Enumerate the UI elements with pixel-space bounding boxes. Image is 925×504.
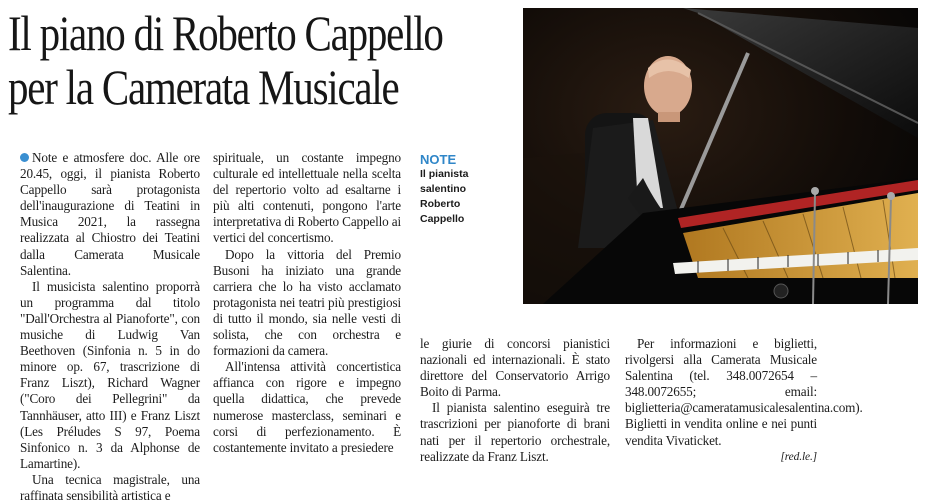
headline-line-2: per la Camerata Musicale (8, 59, 399, 115)
note-line: Cappello (420, 213, 465, 225)
paragraph (20, 150, 200, 279)
article-column-2 (213, 150, 401, 456)
pianist-photo (523, 8, 918, 304)
note-line: Roberto (420, 198, 461, 210)
paragraph: Il pianista salentino eseguirà tre trascrizioni per pianoforte di brani nati per il repertorio orchestrale, realizzate da Franz Liszt. (420, 400, 610, 464)
note-line: Il pianista (420, 168, 469, 180)
bullet-icon (20, 153, 29, 162)
paragraph: le giurie di concorsi pianistici nazionali ed internazionali. È stato direttore del Conservatorio Arrigo Boito di Parma. (420, 336, 610, 400)
photo-note (420, 152, 510, 227)
note-line: salentino (420, 183, 467, 195)
headline-line-1: Il piano di Roberto Cappello (8, 5, 443, 61)
paragraph: spirituale, un costante impegno culturale ed intellettuale nella scelta del repertorio volto ad esaltarne i più alti contenuti, pongono l'arte interpretativa di Roberto Cappello ai vertici del concertismo. (213, 150, 401, 246)
note-label: NOTE (420, 152, 457, 167)
author-signature: [red.le.] (780, 450, 817, 463)
paragraph: Dopo la vittoria del Premio Busoni ha iniziato una grande carriera che lo ha visto acclamato protagonista nei teatri più prestigiosi di tutto il mondo, sia nelle vesti di solista, che con orchestra e formazioni da camera. (213, 246, 401, 359)
headline (8, 5, 443, 115)
paragraph: All'intensa attività concertistica affianca con rigore e impegno quella didattica, che prevede numerose masterclass, seminari e corsi di perfezionamento. È costantemente invitato a presiedere (213, 359, 401, 455)
paragraph-text: Note e atmosfere doc. Alle ore 20.45, oggi, il pianista Roberto Cappello sarà protagonista dell'inaugurazione di Teatini in Musica 2021, la rassegna realizzata al Chiostro dei Teatini dalla Camerata Musicale Salentina. (20, 150, 200, 278)
article-column-4 (625, 336, 863, 465)
paragraph: Una tecnica magistrale, una raffinata sensibilità artistica e (20, 471, 200, 503)
article-column-3 (420, 336, 610, 465)
article-column-1 (20, 150, 200, 504)
paragraph: Per informazioni e biglietti, rivolgersi alla Camerata Musicale Salentina (tel. 348.0072654 – 348.0072655; email: biglietteria@cameratamusicalesalentina.com). Biglietti in vendita online e nei punti vendita Vivaticket. (625, 336, 863, 448)
paragraph: Il musicista salentino proporrà un programma dal titolo "Dall'Orchestra al Pianoforte", con musiche di Ludwig Van Beethoven (Sinfonia n. 5 in do minore op. 67, trascrizione di Franz Liszt), Richard Wagner ("Coro dei Pellegrini" da Tannhäuser, atto III) e Franz Liszt (Les Préludes S 97, Poema Sinfonico n. 3 da Alphonse de Lamartine). (20, 278, 200, 471)
